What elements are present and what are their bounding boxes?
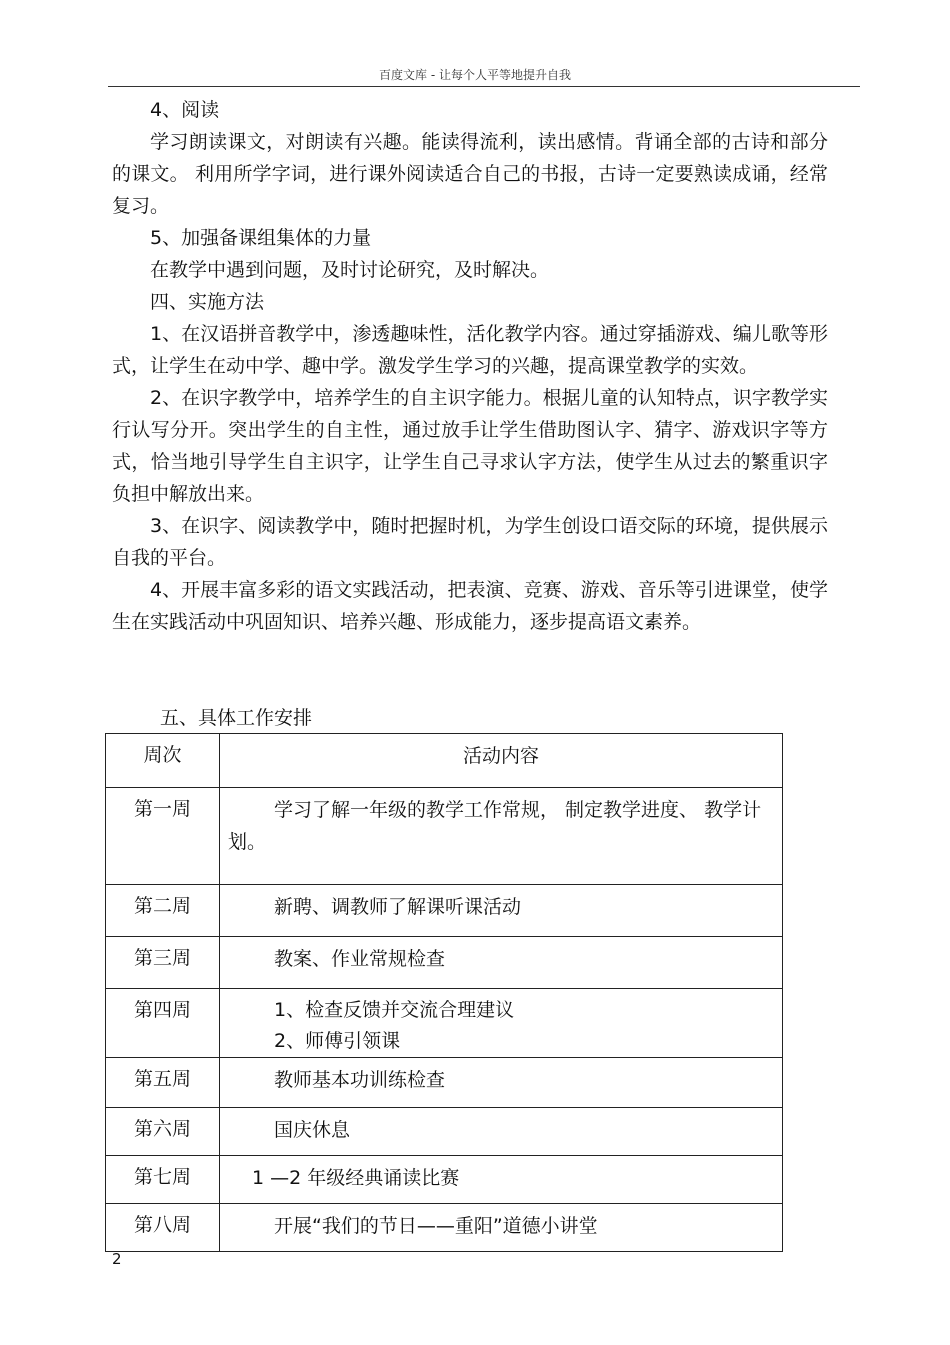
activity-line: 1 —2 年级经典诵读比赛: [252, 1167, 460, 1189]
activity-line: 2、师傅引领课: [274, 1030, 401, 1052]
week-cell: 第五周: [106, 1058, 220, 1108]
activity-line: 教案、作业常规检查: [274, 948, 446, 970]
paragraph: 1、在汉语拼音教学中，渗透趣味性，活化教学内容。通过穿插游戏、编儿歌等形式，让学生在动中学、趣中学。激发学生学习的兴趣，提高课堂教学的实效。: [112, 323, 828, 377]
paragraph: 学习朗读课文，对朗读有兴趣。能读得流利，读出感情。背诵全部的古诗和部分的课文。 利用所学字词，进行课外阅读适合自己的书报，古诗一定要熟读成诵，经常复习。: [112, 131, 828, 217]
table-row: [106, 1204, 783, 1252]
activity-cell: [220, 937, 783, 989]
activity-cell: [220, 1156, 783, 1204]
header-week: 周次: [106, 734, 220, 788]
activity-line: 新聘、调教师了解课听课活动: [274, 896, 522, 918]
schedule-title: 五、具体工作安排: [160, 707, 313, 729]
paragraph: 4、阅读: [150, 99, 220, 121]
paragraph: 在教学中遇到问题，及时讨论研究，及时解决。: [150, 259, 550, 281]
week-cell: 第四周: [106, 989, 220, 1058]
page-header: 百度文库 - 让每个人平等地提升自我: [379, 68, 571, 82]
week-cell: 第二周: [106, 885, 220, 937]
header-rule: [108, 86, 860, 87]
table-row: [106, 1058, 783, 1108]
activity-line: 1、检查反馈并交流合理建议: [274, 999, 515, 1021]
document-body: [112, 94, 828, 638]
activity-cell: [220, 885, 783, 937]
table-row: [106, 1156, 783, 1204]
activity-cell: [220, 788, 783, 885]
paragraph: 2、在识字教学中，培养学生的自主识字能力。根据儿童的认知特点，识字教学实行认写分开。突出学生的自主性，通过放手让学生借助图认字、猜字、游戏识字等方式，恰当地引导学生自主识字，让学生自己寻求认字方法，使学生从过去的繁重识字负担中解放出来。: [112, 387, 828, 505]
table-row: [106, 788, 783, 885]
activity-line: 教师基本功训练检查: [274, 1069, 446, 1091]
activity-cell: [220, 1108, 783, 1156]
paragraph: 3、在识字、阅读教学中，随时把握时机，为学生创设口语交际的环境，提供展示自我的平台。: [112, 515, 828, 569]
paragraph: 5、加强备课组集体的力量: [150, 227, 372, 249]
table-row: [106, 989, 783, 1058]
activity-line: 国庆休息: [274, 1119, 351, 1141]
table-row: [106, 885, 783, 937]
activity-line: 开展“我们的节日——重阳”道德小讲堂: [274, 1215, 598, 1237]
schedule-table: [105, 733, 783, 1252]
activity-cell: [220, 1058, 783, 1108]
week-cell: 第六周: [106, 1108, 220, 1156]
table-header-row: [106, 734, 783, 788]
table-row: [106, 937, 783, 989]
page-number: 2: [112, 1250, 122, 1268]
week-cell: 第七周: [106, 1156, 220, 1204]
week-cell: 第三周: [106, 937, 220, 989]
activity-cell: [220, 989, 783, 1058]
header-activity: 活动内容: [220, 734, 783, 788]
activity-line: 学习了解一年级的教学工作常规， 制定教学进度、 教学计划。: [228, 799, 762, 853]
week-cell: 第一周: [106, 788, 220, 885]
paragraph: 4、开展丰富多彩的语文实践活动，把表演、竞赛、游戏、音乐等引进课堂，使学生在实践活动中巩固知识、培养兴趣、形成能力，逐步提高语文素养。: [112, 579, 828, 633]
section-heading: 四、实施方法: [150, 291, 265, 313]
week-cell: 第八周: [106, 1204, 220, 1252]
table-row: [106, 1108, 783, 1156]
activity-cell: [220, 1204, 783, 1252]
